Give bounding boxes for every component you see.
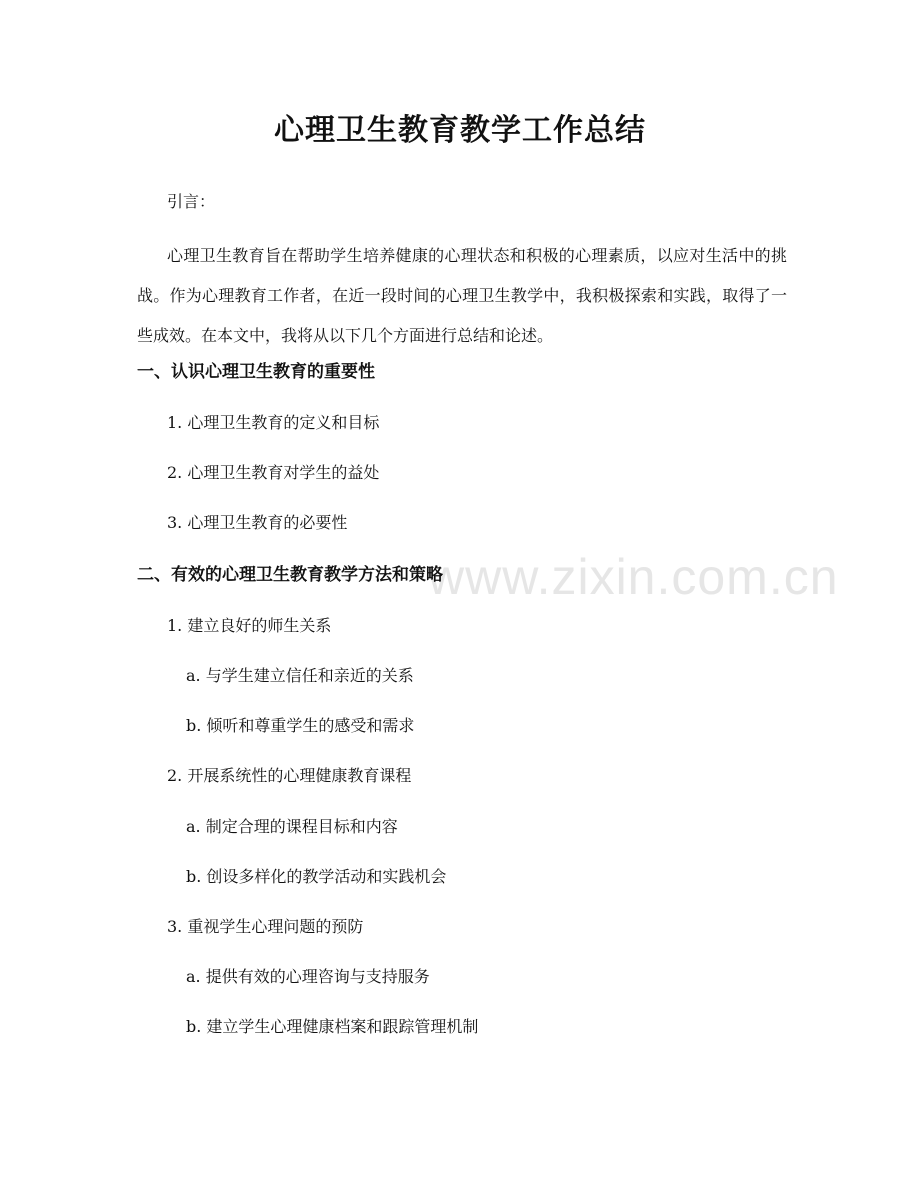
section2-item-3: 3. 重视学生心理问题的预防: [167, 917, 364, 936]
document-title: 心理卫生教育教学工作总结: [274, 113, 646, 148]
section2-item-3-sub-b: b. 建立学生心理健康档案和跟踪管理机制: [186, 1017, 479, 1036]
section1-item-2: 2. 心理卫生教育对学生的益处: [167, 463, 380, 482]
intro-paragraph: 心理卫生教育旨在帮助学生培养健康的心理状态和积极的心理素质，以应对生活中的挑战。作为心理教育工作者，在近一段时间的心理卫生教学中，我积极探索和实践，取得了一些成效。在本文中，我将从以下几个方面进行总结和论述。: [137, 246, 787, 345]
section2-item-3-sub-a: a. 提供有效的心理咨询与支持服务: [186, 967, 430, 986]
section-heading-2: 二、有效的心理卫生教育教学方法和策略: [137, 565, 443, 585]
section2-item-2: 2. 开展系统性的心理健康教育课程: [167, 766, 412, 785]
section2-item-2-sub-a: a. 制定合理的课程目标和内容: [186, 817, 398, 836]
section1-item-1: 1. 心理卫生教育的定义和目标: [167, 413, 380, 432]
section2-item-1: 1. 建立良好的师生关系: [167, 616, 332, 635]
section2-item-1-sub-a: a. 与学生建立信任和亲近的关系: [186, 666, 414, 685]
section1-item-3: 3. 心理卫生教育的必要性: [167, 513, 348, 532]
intro-label: 引言：: [167, 192, 216, 211]
section2-item-2-sub-b: b. 创设多样化的教学活动和实践机会: [186, 867, 447, 886]
section2-item-1-sub-b: b. 倾听和尊重学生的感受和需求: [186, 716, 415, 735]
section-heading-1: 一、认识心理卫生教育的重要性: [137, 362, 375, 382]
watermark: www.zixin.com.cn: [428, 549, 839, 605]
